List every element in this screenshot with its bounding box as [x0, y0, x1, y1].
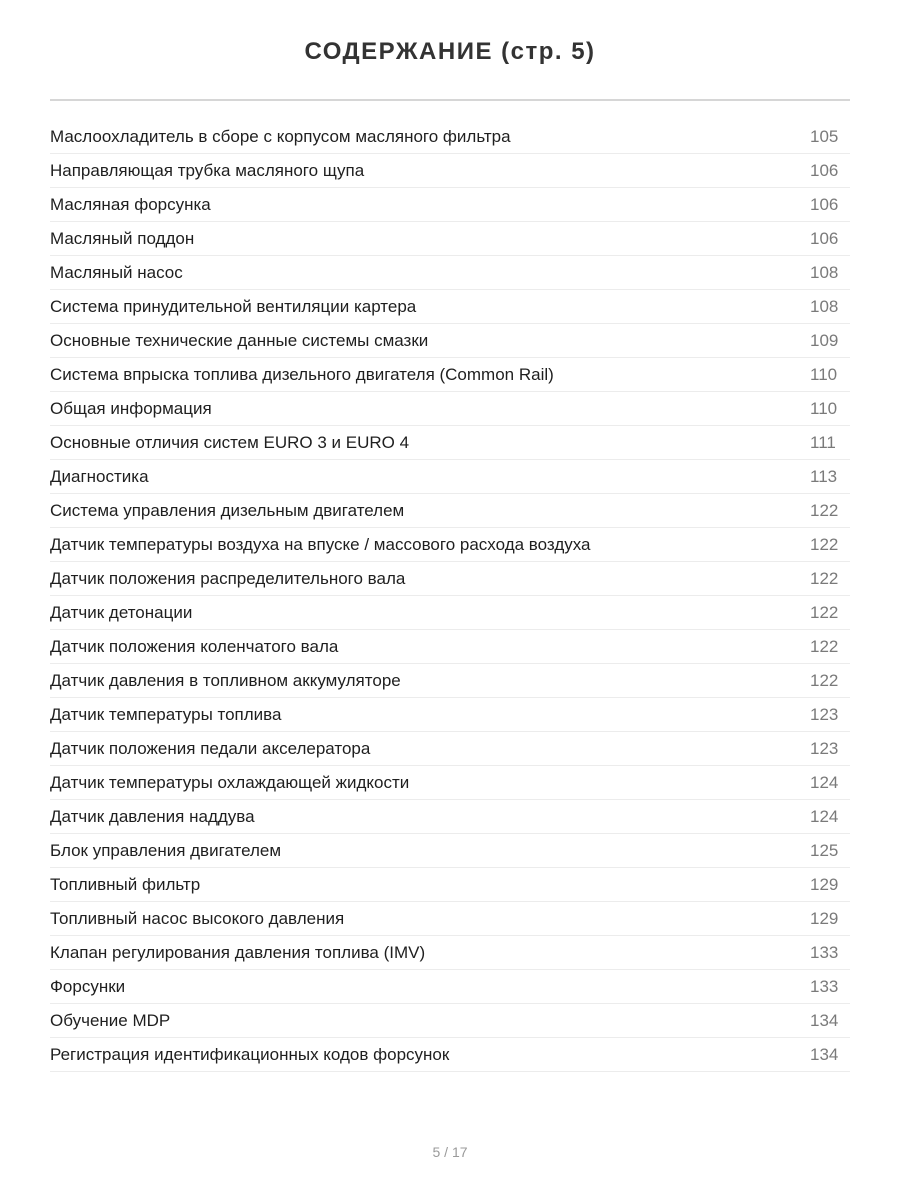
toc-entry[interactable] — [50, 562, 850, 596]
toc-entry-title: Блок управления двигателем — [50, 840, 282, 860]
toc-entry[interactable] — [50, 596, 850, 630]
toc-entry[interactable] — [50, 494, 850, 528]
toc-entry-title: Датчик детонации — [50, 602, 193, 622]
toc-entry-page: 122 — [810, 670, 839, 690]
toc-entry-title: Датчик положения педали акселератора — [50, 738, 371, 758]
toc-entry-page: 124 — [810, 772, 839, 792]
toc-entry-title: Диагностика — [50, 466, 149, 486]
toc-entry[interactable] — [50, 290, 850, 324]
toc-entry[interactable] — [50, 766, 850, 800]
toc-entry[interactable] — [50, 698, 850, 732]
toc-entry[interactable] — [50, 188, 850, 222]
toc-entry-page: 109 — [810, 330, 839, 350]
toc-entry-page: 124 — [810, 806, 839, 826]
toc-entry-title: Маслоохладитель в сборе с корпусом масляного фильтра — [50, 126, 511, 146]
toc-entry-title: Топливный фильтр — [50, 874, 201, 894]
toc-entry-title: Датчик положения распределительного вала — [50, 568, 406, 588]
toc-entry-title: Система впрыска топлива дизельного двигателя (Common Rail) — [50, 364, 554, 384]
toc-entry-title: Датчик температуры охлаждающей жидкости — [50, 772, 410, 792]
toc-entry-title: Направляющая трубка масляного щупа — [50, 160, 365, 180]
toc-entry[interactable] — [50, 630, 850, 664]
toc-entry-title: Топливный насос высокого давления — [50, 908, 345, 928]
toc-entry-page: 106 — [810, 228, 839, 248]
toc-entry-page: 106 — [810, 160, 839, 180]
toc-entry-title: Основные отличия систем EURO 3 и EURO 4 — [50, 432, 410, 452]
toc-entry-page: 129 — [810, 908, 839, 928]
toc-entry-page: 110 — [810, 398, 838, 418]
toc-entry-title: Обучение MDP — [50, 1010, 171, 1030]
toc-entry-page: 122 — [810, 636, 839, 656]
toc-entry-page: 122 — [810, 500, 839, 520]
toc-entry-page: 133 — [810, 942, 839, 962]
toc-entry[interactable] — [50, 222, 850, 256]
toc-entry-page: 125 — [810, 840, 839, 860]
toc-entry-title: Масляный поддон — [50, 228, 195, 248]
toc-entry[interactable] — [50, 800, 850, 834]
toc-entry-page: 123 — [810, 704, 839, 724]
toc-entry[interactable] — [50, 154, 850, 188]
toc-entry-page: 134 — [810, 1010, 839, 1030]
toc-entry-title: Датчик температуры топлива — [50, 704, 282, 724]
toc-entry-title: Система управления дизельным двигателем — [50, 500, 405, 520]
toc-entry-title: Датчик давления наддува — [50, 806, 255, 826]
toc-list — [50, 120, 850, 1072]
toc-entry-page: 113 — [810, 466, 838, 486]
toc-entry-title: Датчик температуры воздуха на впуске / массового расхода воздуха — [50, 534, 591, 554]
title-divider — [50, 99, 850, 101]
toc-entry-title: Основные технические данные системы смазки — [50, 330, 429, 350]
toc-entry-title: Форсунки — [50, 976, 126, 996]
toc-entry-title: Масляный насос — [50, 262, 183, 282]
toc-entry-page: 122 — [810, 534, 839, 554]
toc-entry[interactable] — [50, 426, 850, 460]
toc-entry-page: 122 — [810, 602, 839, 622]
toc-entry[interactable] — [50, 460, 850, 494]
toc-entry-title: Общая информация — [50, 398, 212, 418]
toc-entry-page: 133 — [810, 976, 839, 996]
toc-entry[interactable] — [50, 324, 850, 358]
toc-entry-page: 111 — [810, 432, 836, 452]
toc-entry-title: Датчик давления в топливном аккумуляторе — [50, 670, 401, 690]
toc-entry-page: 122 — [810, 568, 839, 588]
toc-entry[interactable] — [50, 1038, 850, 1072]
toc-entry[interactable] — [50, 902, 850, 936]
toc-entry-page: 106 — [810, 194, 839, 214]
toc-entry-title: Регистрация идентификационных кодов форсунок — [50, 1044, 450, 1064]
toc-entry-page: 123 — [810, 738, 839, 758]
toc-entry[interactable] — [50, 528, 850, 562]
page-title: СОДЕРЖАНИЕ (стр. 5) — [304, 38, 596, 65]
toc-entry[interactable] — [50, 256, 850, 290]
toc-entry-page: 129 — [810, 874, 839, 894]
toc-entry-page: 110 — [810, 364, 838, 384]
toc-entry-page: 108 — [810, 262, 839, 282]
toc-entry-title: Система принудительной вентиляции картера — [50, 296, 417, 316]
toc-entry[interactable] — [50, 936, 850, 970]
toc-entry-title: Клапан регулирования давления топлива (IMV) — [50, 942, 426, 962]
toc-entry-page: 105 — [810, 126, 839, 146]
toc-entry[interactable] — [50, 834, 850, 868]
toc-entry[interactable] — [50, 868, 850, 902]
toc-entry-page: 134 — [810, 1044, 839, 1064]
toc-entry[interactable] — [50, 1004, 850, 1038]
toc-entry-title: Датчик положения коленчатого вала — [50, 636, 339, 656]
toc-entry-title: Масляная форсунка — [50, 194, 211, 214]
toc-entry[interactable] — [50, 970, 850, 1004]
page-number: 5 / 17 — [432, 1144, 468, 1160]
toc-entry[interactable] — [50, 392, 850, 426]
toc-entry[interactable] — [50, 120, 850, 154]
toc-entry[interactable] — [50, 358, 850, 392]
toc-entry[interactable] — [50, 732, 850, 766]
toc-entry-page: 108 — [810, 296, 839, 316]
toc-entry[interactable] — [50, 664, 850, 698]
